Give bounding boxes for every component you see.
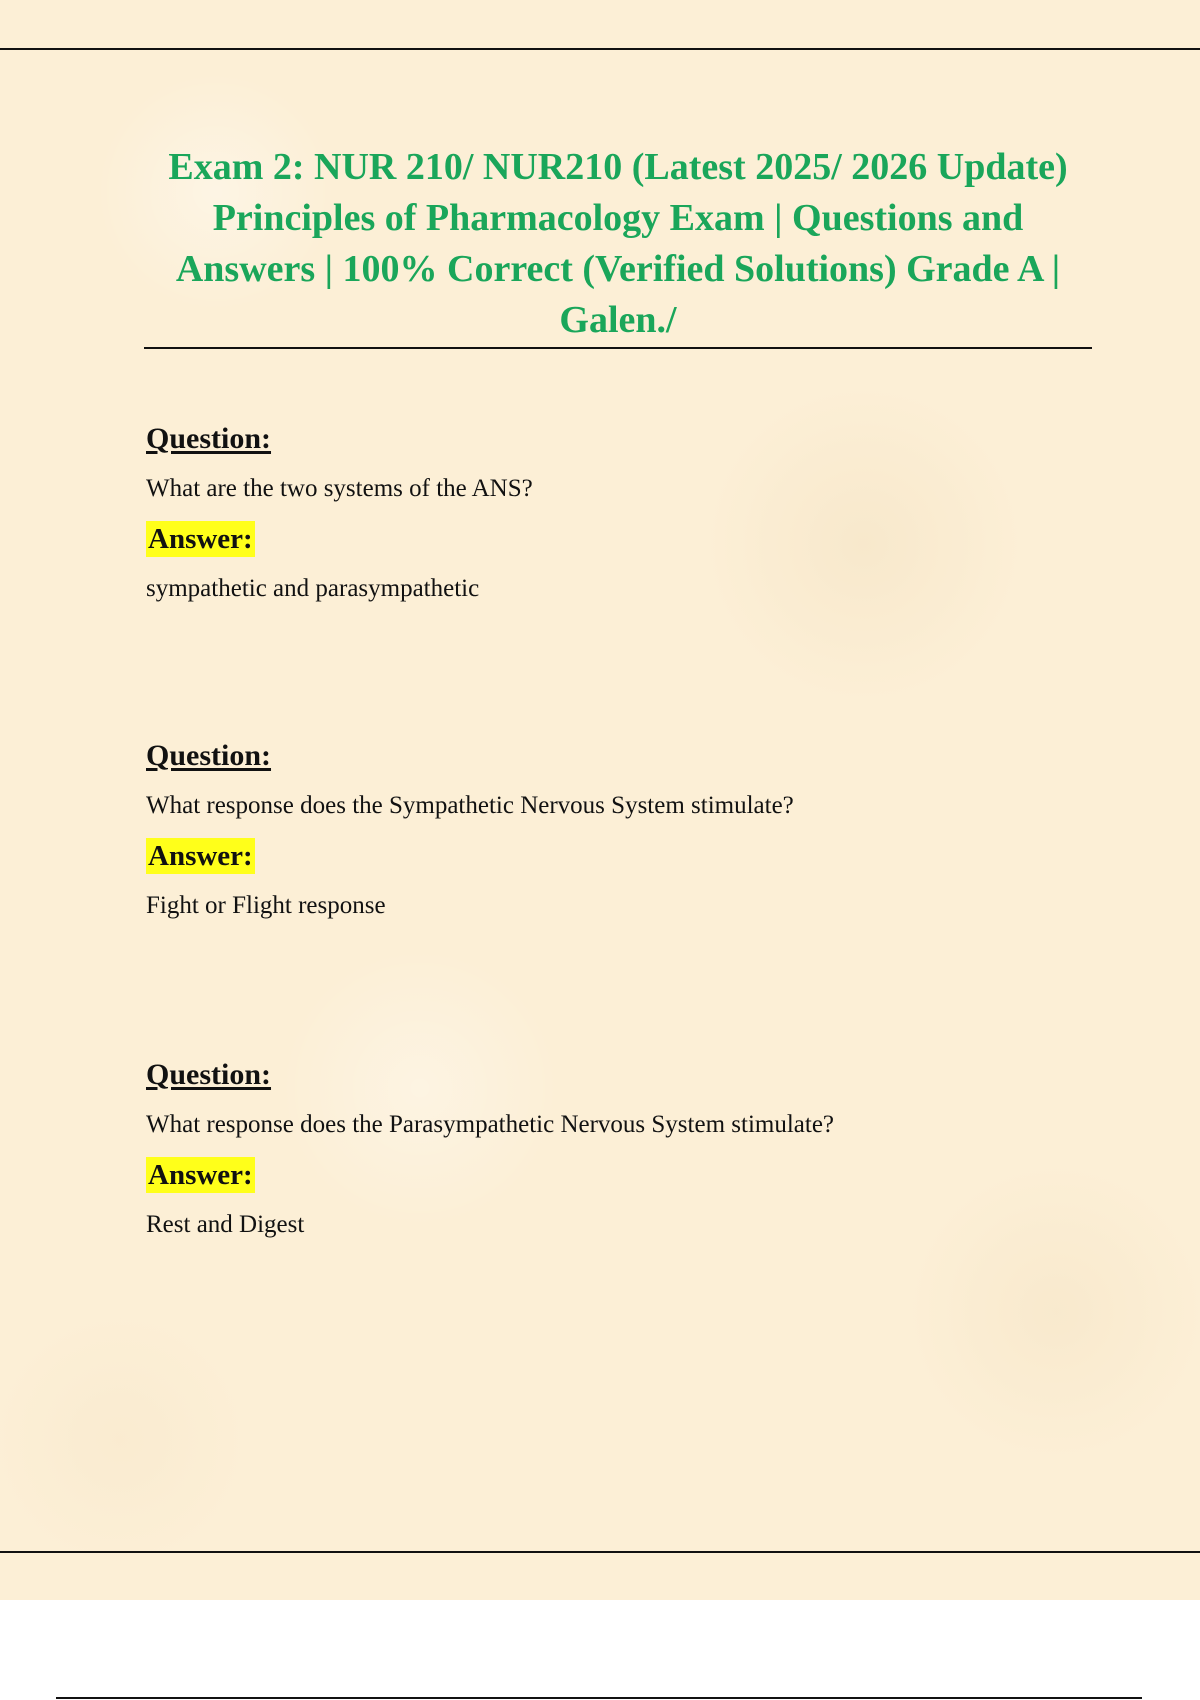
question-text: What response does the Parasympathetic Nervous System stimulate? bbox=[146, 1111, 835, 1138]
answer-text: Fight or Flight response bbox=[146, 892, 386, 919]
question-label: Question: bbox=[146, 739, 272, 772]
answer-label: Answer: bbox=[148, 840, 253, 872]
answer-label: Answer: bbox=[148, 1159, 253, 1191]
answer-text: Rest and Digest bbox=[146, 1211, 305, 1238]
answer-text: sympathetic and parasympathetic bbox=[146, 575, 480, 602]
question-label: Question: bbox=[146, 422, 272, 455]
title-block bbox=[144, 142, 1092, 346]
document-title: Exam 2: NUR 210/ NUR210 (Latest 2025/ 2026 Update) Principles of Pharmacology Exam | Questions and Answers | 100% Correct (Verified Solutions) Grade A | Galen./ bbox=[168, 146, 1068, 341]
title-underline bbox=[144, 347, 1092, 349]
footer-divider bbox=[0, 1551, 1200, 1553]
answer-label: Answer: bbox=[148, 523, 253, 555]
header-divider bbox=[0, 48, 1200, 50]
next-page-divider bbox=[56, 1697, 1142, 1699]
question-text: What are the two systems of the ANS? bbox=[146, 475, 533, 502]
qa-item-2 bbox=[146, 738, 1086, 922]
question-text: What response does the Sympathetic Nervous System stimulate? bbox=[146, 792, 794, 819]
question-label: Question: bbox=[146, 1058, 272, 1091]
qa-item-3 bbox=[146, 1057, 1086, 1241]
qa-item-1 bbox=[146, 421, 1086, 605]
